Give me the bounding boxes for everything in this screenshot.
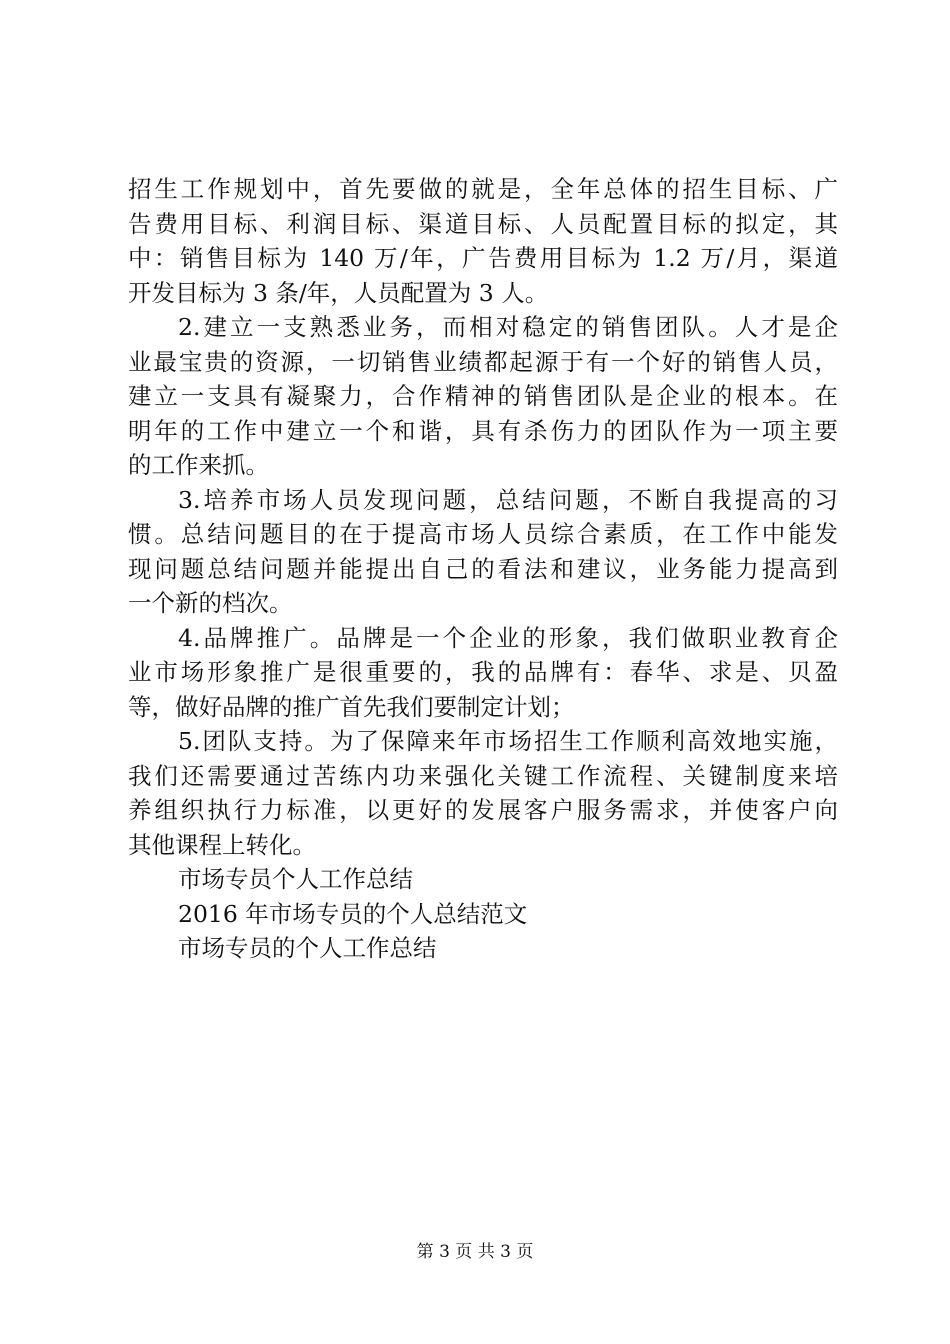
text-line: 市场专员的个人工作总结: [178, 934, 437, 962]
text-line: 2.建立一支熟悉业务，而相对稳定的销售团队。人才是企: [178, 313, 838, 341]
text-line: 2016 年市场专员的个人总结范文: [178, 899, 528, 928]
text-line: 现问题总结问题并能提出自己的看法和建议，业务能力提高到: [128, 554, 838, 583]
text-line: 惯。总结问题目的在于提高市场人员综合素质，在工作中能发: [128, 520, 838, 548]
text-line: 3.培养市场人员发现问题，总结问题，不断自我提高的习: [178, 485, 838, 514]
text-line: 等，做好品牌的推广首先我们要制定计划；: [128, 692, 575, 721]
text-line: 招生工作规划中，首先要做的就是，全年总体的招生目标、广: [128, 175, 838, 203]
text-line: 业市场形象推广是很重要的，我的品牌有：春华、求是、贝盈: [128, 658, 838, 686]
text-line: 一个新的档次。: [128, 589, 293, 617]
text-line: 建立一支具有凝聚力，合作精神的销售团队是企业的根本。在: [128, 382, 838, 410]
text-line: 的工作来抓。: [128, 451, 269, 479]
text-line: 业最宝贵的资源，一切销售业绩都起源于有一个好的销售人员，: [128, 347, 838, 376]
text-line: 养组织执行力标准，以更好的发展客户服务需求，并使客户向: [128, 796, 838, 824]
text-line: 明年的工作中建立一个和谐，具有杀伤力的团队作为一项主要: [128, 416, 838, 445]
text-line: 5.团队支持。为了保障来年市场招生工作顺利高效地实施，: [178, 727, 838, 755]
text-line: 告费用目标、利润目标、渠道目标、人员配置目标的拟定，其: [128, 209, 838, 238]
text-line: 中：销售目标为 140 万/年，广告费用目标为 1.2 万/月，渠道: [128, 244, 838, 272]
text-line: 开发目标为 3 条/年，人员配置为 3 人。: [128, 278, 549, 307]
page-footer: 第 3 页 共 3 页: [416, 1242, 534, 1262]
document-body: [128, 172, 838, 966]
text-line: 市场专员个人工作总结: [178, 865, 413, 893]
text-line: 其他课程上转化。: [128, 830, 316, 859]
text-line: 4.品牌推广。品牌是一个企业的形象，我们做职业教育企: [178, 623, 838, 652]
text-line: 我们还需要通过苦练内功来强化关键工作流程、关键制度来培: [128, 761, 838, 790]
